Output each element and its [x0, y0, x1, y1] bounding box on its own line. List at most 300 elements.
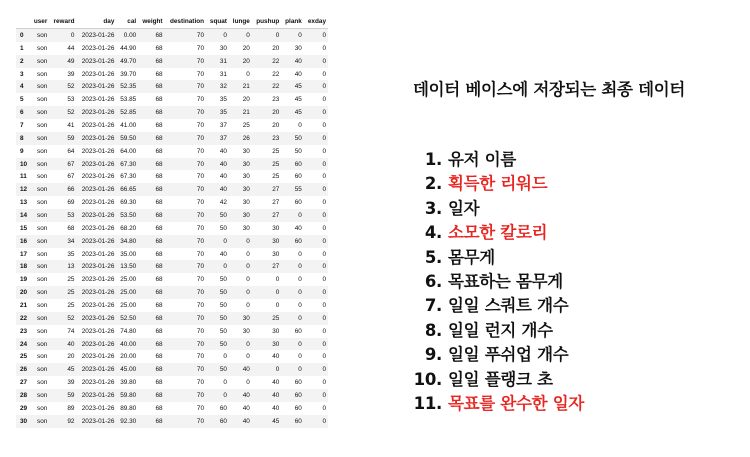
row-index: 18: [16, 260, 30, 273]
table-cell: 50: [206, 312, 229, 325]
row-index: 24: [16, 338, 30, 351]
table-cell: 70: [196, 96, 205, 104]
row-index: 0: [16, 29, 30, 42]
table-cell: 68: [138, 389, 164, 402]
row-index: 6: [16, 106, 30, 119]
table-cell: 20: [242, 96, 250, 104]
list-item-number: 8.: [424, 320, 442, 340]
list-item-number: 9.: [424, 345, 442, 365]
table-cell: 70: [165, 183, 206, 196]
table-cell: 60: [294, 404, 302, 412]
table-cell: 69: [67, 199, 75, 207]
table-cell: 70: [165, 158, 206, 171]
table-cell: 0: [229, 260, 252, 273]
table-row: [16, 158, 328, 171]
table-cell: 68: [138, 209, 164, 222]
row-index: 21: [20, 301, 28, 309]
table-cell: 70: [165, 209, 206, 222]
table-cell: 70: [196, 70, 205, 78]
table-cell: 67: [49, 158, 76, 171]
table-cell: 25: [272, 173, 280, 181]
table-cell: 53.50: [116, 209, 138, 222]
table-cell: 69.30: [120, 199, 137, 207]
list-item: [405, 294, 584, 318]
table-cell: 40: [294, 224, 302, 232]
table-cell: 21: [229, 106, 252, 119]
table-cell: 60: [281, 389, 304, 402]
table-cell: 0: [304, 363, 328, 376]
row-index: 12: [16, 183, 30, 196]
table-cell: 70: [196, 327, 205, 335]
table-cell: 2023-01-26: [81, 276, 115, 284]
column-header-day: day: [76, 14, 116, 29]
table-cell: 0: [322, 147, 326, 155]
table-cell: 45: [294, 96, 302, 104]
table-cell: 70: [196, 44, 205, 52]
table-cell: 70: [196, 379, 205, 387]
table-cell: 2023-01-26: [76, 209, 116, 222]
table-cell: 70: [196, 147, 205, 155]
index-header: [16, 14, 30, 29]
table-cell: 50: [206, 338, 229, 351]
table-cell: 68: [155, 404, 163, 412]
table-cell: 30: [272, 327, 280, 335]
list-item-text: 목표하는 몸무게: [448, 271, 563, 291]
table-cell: 0: [49, 29, 76, 42]
table-cell: 68: [138, 363, 164, 376]
table-row: [16, 119, 328, 132]
table-cell: 70: [196, 250, 205, 258]
table-cell: 30: [242, 199, 250, 207]
table-cell: son: [30, 158, 49, 171]
table-cell: 50: [206, 286, 229, 299]
table-cell: 66: [49, 183, 76, 196]
table-cell: 40: [206, 183, 229, 196]
table-cell: 50: [294, 147, 302, 155]
table-cell: son: [37, 353, 48, 361]
table-cell: 68: [155, 121, 163, 129]
table-cell: 0: [252, 363, 281, 376]
table-cell: 68: [138, 132, 164, 145]
table-cell: 68: [155, 173, 163, 181]
table-cell: 70: [196, 353, 205, 361]
table-cell: 70: [196, 199, 205, 207]
row-index: 7: [20, 121, 24, 129]
table-cell: 25: [67, 276, 75, 284]
row-index: 10: [16, 158, 30, 171]
table-cell: 0: [229, 29, 252, 42]
column-header-user: user: [30, 14, 49, 29]
table-row: [16, 299, 328, 312]
table-cell: 0: [322, 353, 326, 361]
list-item-number: 1.: [424, 150, 442, 169]
table-cell: son: [30, 80, 49, 93]
list-item-number: 5.: [424, 247, 442, 267]
table-cell: 68: [155, 327, 163, 335]
table-cell: 25: [252, 158, 281, 171]
table-cell: 52: [49, 80, 76, 93]
table-cell: son: [37, 379, 48, 387]
table-cell: 2023-01-26: [81, 353, 115, 361]
table-cell: 53: [67, 96, 75, 104]
table-cell: 30: [252, 235, 281, 248]
table-cell: 59: [49, 389, 76, 402]
table-cell: 0: [322, 250, 326, 258]
table-cell: 0: [298, 250, 302, 258]
table-cell: 40: [272, 353, 280, 361]
table-cell: 2023-01-26: [81, 404, 115, 412]
table-cell: 0: [304, 132, 328, 145]
table-cell: 25: [49, 286, 76, 299]
table-cell: son: [30, 338, 49, 351]
table-cell: 70: [196, 276, 205, 284]
table-cell: 0: [246, 353, 250, 361]
table-cell: 92: [49, 415, 76, 428]
table-cell: 0: [322, 327, 326, 335]
list-item-text: 일일 런지 개수: [448, 320, 553, 340]
table-cell: 23: [252, 132, 281, 145]
table-cell: 30: [229, 158, 252, 171]
table-row: [16, 29, 328, 42]
column-header-weight: weight: [138, 14, 164, 29]
table-row: [16, 363, 328, 376]
table-cell: son: [30, 106, 49, 119]
column-header-squat: squat: [206, 14, 229, 29]
table-cell: 70: [165, 235, 206, 248]
table-cell: 68: [138, 55, 164, 68]
table-cell: 27: [252, 260, 281, 273]
table-cell: 49.70: [116, 55, 138, 68]
table-cell: 0: [281, 286, 304, 299]
table-row: [16, 80, 328, 93]
table-cell: 30: [229, 183, 252, 196]
dataframe-table: [16, 14, 328, 428]
table-cell: 23: [272, 96, 280, 104]
list-item: [405, 246, 584, 270]
table-cell: 70: [196, 404, 205, 412]
table-cell: 68: [138, 338, 164, 351]
row-index: 9: [20, 147, 24, 155]
table-cell: 0: [206, 260, 229, 273]
table-row: [16, 145, 328, 158]
table-cell: 41.00: [120, 121, 137, 129]
table-cell: 50: [219, 224, 227, 232]
table-row: [16, 350, 328, 363]
table-cell: 60: [281, 415, 304, 428]
table-cell: 0: [223, 353, 227, 361]
table-cell: son: [37, 224, 48, 232]
row-index: 27: [20, 379, 28, 387]
table-row: [16, 415, 328, 428]
table-cell: 2023-01-26: [76, 286, 116, 299]
table-cell: 68: [138, 260, 164, 273]
table-cell: 27: [272, 199, 280, 207]
table-cell: 30: [242, 327, 250, 335]
table-cell: 2023-01-26: [76, 55, 116, 68]
table-cell: 0: [223, 379, 227, 387]
row-index: 11: [20, 173, 27, 181]
table-cell: 68: [155, 353, 163, 361]
table-cell: 68: [138, 312, 164, 325]
table-row: [16, 312, 328, 325]
table-cell: 30: [242, 147, 250, 155]
table-cell: 40: [219, 147, 227, 155]
table-cell: 2023-01-26: [76, 363, 116, 376]
table-cell: 0: [275, 276, 280, 284]
table-cell: 2023-01-26: [76, 80, 116, 93]
list-item: [405, 343, 584, 367]
table-cell: 2023-01-26: [81, 96, 115, 104]
table-cell: 50: [206, 209, 229, 222]
table-cell: 70: [196, 121, 205, 129]
table-cell: 35: [67, 250, 75, 258]
table-cell: son: [37, 173, 48, 181]
table-cell: 70: [165, 132, 206, 145]
table-cell: 0: [304, 312, 328, 325]
table-cell: 2023-01-26: [76, 312, 116, 325]
table-cell: 59: [49, 132, 76, 145]
table-cell: 2023-01-26: [76, 235, 116, 248]
table-cell: 68: [138, 80, 164, 93]
table-cell: 52.50: [116, 312, 138, 325]
table-cell: 30: [219, 44, 227, 52]
table-cell: 0: [322, 199, 326, 207]
table-cell: 74.80: [120, 327, 137, 335]
table-cell: 68: [155, 276, 163, 284]
table-cell: 68: [138, 183, 164, 196]
table-cell: 22: [252, 55, 281, 68]
table-row: [16, 248, 328, 261]
table-cell: 44.90: [120, 44, 137, 52]
table-cell: 0: [322, 301, 326, 309]
table-cell: 70: [165, 106, 206, 119]
table-cell: 70: [165, 80, 206, 93]
table-cell: 70: [165, 29, 206, 42]
table-cell: son: [37, 404, 48, 412]
table-cell: 70: [165, 363, 206, 376]
table-cell: 30: [272, 224, 280, 232]
table-cell: son: [37, 276, 48, 284]
row-index: 8: [16, 132, 30, 145]
table-cell: 67.30: [116, 158, 138, 171]
table-cell: 92.30: [116, 415, 138, 428]
table-cell: son: [30, 209, 49, 222]
table-cell: 53: [49, 209, 76, 222]
table-cell: 37: [206, 132, 229, 145]
row-index: 4: [16, 80, 30, 93]
table-cell: 2023-01-26: [76, 260, 116, 273]
column-header-pushup: pushup: [252, 14, 281, 29]
table-cell: 27: [252, 183, 281, 196]
table-cell: 2023-01-26: [81, 224, 115, 232]
list-item-number: 6.: [424, 271, 442, 291]
row-index: 29: [20, 404, 28, 412]
table-cell: 60: [219, 404, 227, 412]
table-row: [16, 106, 328, 119]
table-cell: 2023-01-26: [76, 106, 116, 119]
column-header-destination: destination: [165, 14, 206, 29]
table-row: [16, 286, 328, 299]
table-cell: 0: [322, 44, 326, 52]
row-index: 1: [20, 44, 24, 52]
table-cell: 30: [242, 173, 250, 181]
table-cell: 68: [155, 147, 163, 155]
table-row: [16, 55, 328, 68]
table-row: [16, 222, 328, 235]
table-cell: 68: [138, 235, 164, 248]
header-row: [16, 14, 328, 29]
section-heading: 데이터 베이스에 저장되는 최종 데이터: [413, 80, 686, 99]
row-index: 16: [16, 235, 30, 248]
table-cell: 59.50: [116, 132, 138, 145]
row-index: 13: [20, 199, 28, 207]
table-cell: 40: [229, 389, 252, 402]
column-header-plank: plank: [281, 14, 304, 29]
table-cell: 25.00: [120, 301, 137, 309]
table-cell: 2023-01-26: [81, 44, 115, 52]
table-cell: 0: [281, 209, 304, 222]
table-cell: 89.80: [120, 404, 137, 412]
table-cell: 70: [165, 260, 206, 273]
table-cell: 42: [219, 199, 227, 207]
table-header: [16, 14, 328, 29]
table-cell: son: [37, 121, 48, 129]
table-cell: 0: [281, 260, 304, 273]
row-index: 22: [16, 312, 30, 325]
table-cell: 39: [67, 379, 75, 387]
table-cell: 60: [206, 415, 229, 428]
table-cell: 66.65: [116, 183, 138, 196]
table-cell: 39: [67, 70, 75, 78]
table-cell: 40: [272, 404, 280, 412]
table-cell: 0: [322, 379, 326, 387]
table-cell: 60: [294, 379, 302, 387]
table-cell: 0: [281, 363, 304, 376]
table-cell: 31: [206, 55, 229, 68]
table-cell: 68: [155, 70, 163, 78]
table-cell: 22: [252, 80, 281, 93]
table-cell: 41: [67, 121, 75, 129]
table-cell: 0: [304, 260, 328, 273]
table-cell: 0: [304, 415, 328, 428]
table-cell: 0: [322, 173, 326, 181]
table-cell: 0: [322, 404, 326, 412]
table-cell: son: [30, 235, 49, 248]
table-cell: 0: [304, 29, 328, 42]
table-cell: son: [37, 301, 48, 309]
list-item: [405, 172, 584, 196]
table-cell: 2023-01-26: [81, 147, 115, 155]
table-cell: 37: [219, 121, 227, 129]
row-index: 15: [20, 224, 28, 232]
table-cell: 52.35: [116, 80, 138, 93]
table-cell: 0: [298, 301, 302, 309]
table-cell: 0: [298, 353, 302, 361]
list-item-number: 10.: [413, 369, 442, 389]
table-cell: 70: [165, 55, 206, 68]
table-cell: 50: [219, 327, 227, 335]
table-cell: 52.85: [116, 106, 138, 119]
table-row: [16, 389, 328, 402]
table-cell: 0: [275, 301, 280, 309]
list-item-text: 유저 이름: [448, 150, 517, 169]
table-cell: son: [37, 327, 48, 335]
table-row: [16, 183, 328, 196]
table-cell: son: [30, 132, 49, 145]
table-cell: 22: [272, 70, 280, 78]
table-cell: 0: [252, 286, 281, 299]
table-cell: 0: [322, 276, 326, 284]
table-cell: 0: [281, 29, 304, 42]
table-cell: 70: [165, 286, 206, 299]
table-cell: 2023-01-26: [81, 250, 115, 258]
table-cell: son: [37, 70, 48, 78]
table-row: [16, 196, 328, 209]
table-cell: 60: [294, 327, 302, 335]
table-cell: 40: [229, 415, 252, 428]
table-row: [16, 338, 328, 351]
row-index: 3: [20, 70, 24, 78]
table-row: [16, 93, 328, 106]
table-cell: 0: [322, 121, 326, 129]
table-cell: 50: [281, 132, 304, 145]
column-header-exday: exday: [304, 14, 328, 29]
table-cell: 20: [272, 44, 280, 52]
table-cell: 20: [252, 106, 281, 119]
table-cell: 59.80: [116, 389, 138, 402]
table-cell: son: [30, 260, 49, 273]
field-list: [405, 148, 584, 416]
list-item: [405, 319, 584, 343]
table-cell: 0: [304, 55, 328, 68]
table-cell: 0: [298, 276, 302, 284]
table-cell: 45: [252, 415, 281, 428]
list-item: [405, 270, 584, 294]
list-item: [405, 221, 584, 245]
table-cell: 25: [242, 121, 250, 129]
table-cell: 70: [165, 415, 206, 428]
table-cell: 0.00: [116, 29, 138, 42]
table-body: [16, 29, 328, 428]
table-cell: 2023-01-26: [81, 301, 115, 309]
table-cell: 2023-01-26: [76, 29, 116, 42]
table-cell: 35.00: [120, 250, 137, 258]
row-index: 30: [16, 415, 30, 428]
table-cell: 25.00: [120, 276, 137, 284]
table-cell: 40: [252, 389, 281, 402]
list-item: [405, 148, 584, 172]
table-cell: son: [30, 415, 49, 428]
table-cell: 25: [252, 312, 281, 325]
list-item: [405, 197, 584, 221]
table-cell: 60: [294, 173, 302, 181]
table-cell: 52: [49, 106, 76, 119]
table-cell: 39.80: [120, 379, 137, 387]
table-cell: 64.00: [120, 147, 137, 155]
table-cell: 31: [219, 70, 227, 78]
table-cell: 50: [206, 363, 229, 376]
table-cell: 2023-01-26: [76, 183, 116, 196]
table-cell: 40: [219, 173, 227, 181]
table-cell: 89: [67, 404, 75, 412]
table-cell: 21: [229, 80, 252, 93]
table-cell: 0: [206, 235, 229, 248]
table-cell: 25.00: [116, 286, 138, 299]
table-cell: 45: [49, 363, 76, 376]
table-cell: 0: [281, 338, 304, 351]
table-cell: 32: [206, 80, 229, 93]
table-cell: 44: [67, 44, 75, 52]
